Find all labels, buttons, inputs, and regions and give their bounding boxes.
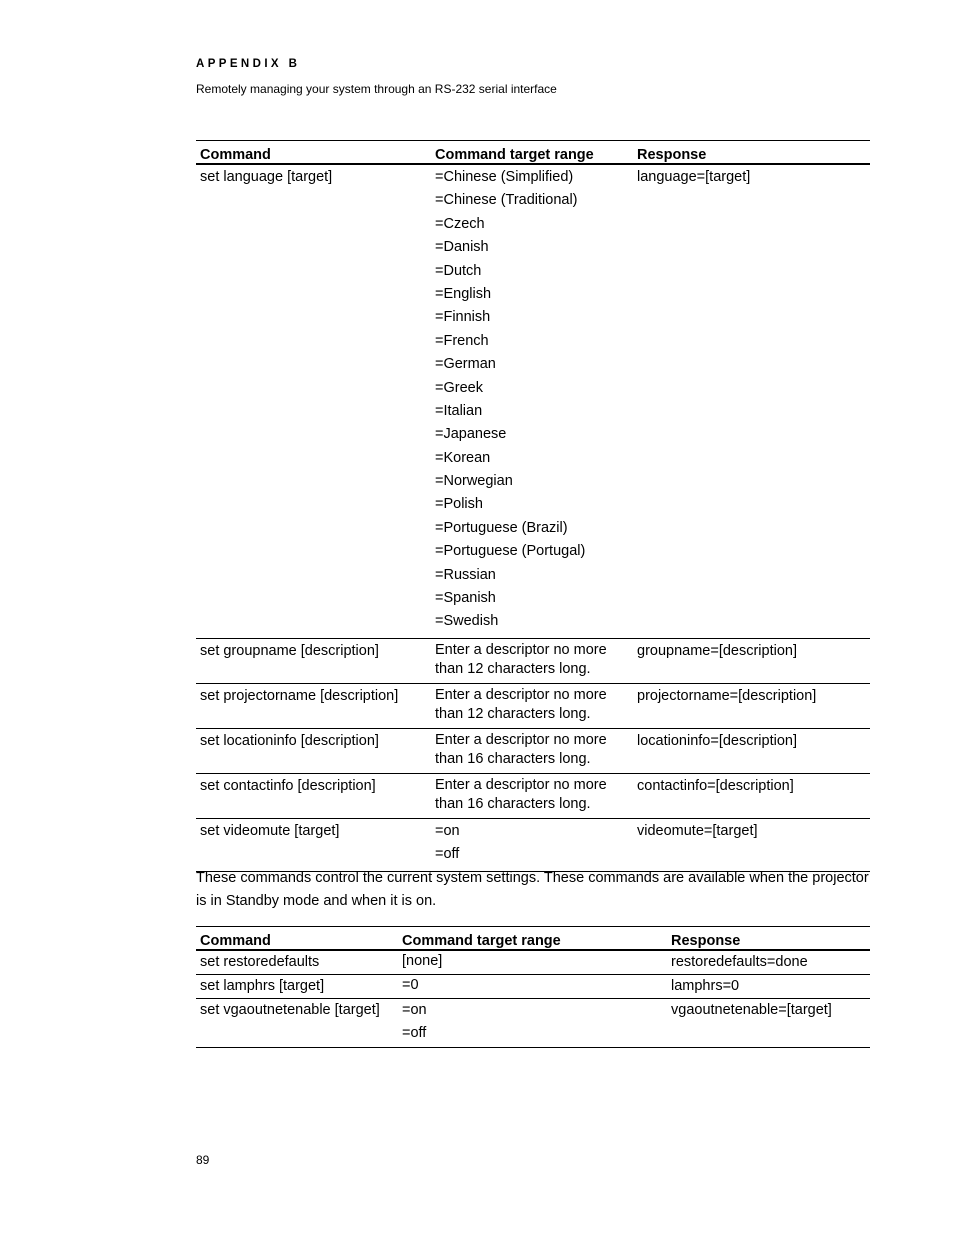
response-cell: locationinfo=[description]	[633, 728, 870, 773]
system-settings-table	[196, 926, 870, 1048]
range-value: =off	[435, 846, 460, 863]
column-header-range: Command target range	[398, 927, 667, 951]
range-cell	[431, 728, 633, 773]
response-cell: projectorname=[description]	[633, 683, 870, 728]
table-row	[196, 164, 870, 638]
range-value: =on	[402, 1002, 427, 1018]
command-cell: set language [target]	[196, 164, 431, 638]
appendix-label: APPENDIX B	[196, 58, 301, 70]
range-value: Enter a descriptor no more than 12 characters long.	[435, 686, 607, 723]
range-value: =Polish	[435, 496, 483, 513]
range-value: =Chinese (Simplified)	[435, 169, 574, 185]
range-value: Enter a descriptor no more than 12 characters long.	[435, 641, 607, 678]
range-value: =Danish	[435, 239, 489, 256]
table-row	[196, 950, 870, 975]
table-row	[196, 818, 870, 871]
description-paragraph: These commands control the current system settings. These commands are available when the projector is in Standby mode and when it is on.	[196, 870, 869, 909]
table-row	[196, 773, 870, 818]
command-cell: set locationinfo [description]	[196, 728, 431, 773]
table-row	[196, 728, 870, 773]
range-value: =Japanese	[435, 426, 507, 443]
table-row	[196, 999, 870, 1048]
range-value: =Portuguese (Portugal)	[435, 543, 586, 560]
table-row	[196, 975, 870, 999]
page-number: 89	[196, 1153, 210, 1167]
column-header-range: Command target range	[431, 141, 633, 165]
range-value: =0	[402, 977, 419, 993]
response-cell: restoredefaults=done	[667, 950, 870, 975]
range-value: =Spanish	[435, 590, 496, 607]
range-value: =German	[435, 356, 496, 373]
response-cell: lamphrs=0	[667, 975, 870, 999]
range-value: =Chinese (Traditional)	[435, 192, 578, 209]
range-value: =Swedish	[435, 613, 499, 630]
range-value: =on	[435, 822, 460, 839]
range-cell	[398, 975, 667, 999]
range-value: =Finnish	[435, 309, 491, 326]
range-value: [none]	[402, 953, 443, 969]
page-subtitle: Remotely managing your system through an RS-232 serial interface	[196, 82, 557, 96]
language-settings-table	[196, 140, 870, 872]
range-value: =Italian	[435, 402, 483, 419]
range-value: =Korean	[435, 449, 491, 466]
range-cell	[398, 999, 667, 1048]
command-cell: set groupname [description]	[196, 638, 431, 683]
table-row	[196, 683, 870, 728]
range-value: =Czech	[435, 215, 485, 232]
range-value: =Dutch	[435, 262, 482, 279]
range-cell	[431, 773, 633, 818]
column-header-command: Command	[196, 141, 431, 165]
range-cell	[431, 818, 633, 871]
range-value: =French	[435, 332, 489, 349]
response-cell: groupname=[description]	[633, 638, 870, 683]
range-value: Enter a descriptor no more than 16 characters long.	[435, 776, 607, 813]
table-row	[196, 638, 870, 683]
response-cell: videomute=[target]	[633, 818, 870, 871]
range-cell	[431, 638, 633, 683]
column-header-response: Response	[633, 141, 870, 165]
range-value: =Greek	[435, 379, 483, 396]
range-value: =English	[435, 285, 492, 302]
command-cell: set videomute [target]	[196, 818, 431, 871]
range-value: =Portuguese (Brazil)	[435, 519, 568, 536]
command-cell: set contactinfo [description]	[196, 773, 431, 818]
range-cell	[398, 950, 667, 975]
range-value: =Russian	[435, 566, 496, 583]
range-value: =Norwegian	[435, 473, 513, 490]
command-cell: set projectorname [description]	[196, 683, 431, 728]
response-cell: contactinfo=[description]	[633, 773, 870, 818]
command-cell: set restoredefaults	[196, 950, 398, 975]
range-cell	[431, 164, 633, 638]
column-header-response: Response	[667, 927, 870, 951]
range-cell	[431, 683, 633, 728]
command-cell: set lamphrs [target]	[196, 975, 398, 999]
response-cell: language=[target]	[633, 164, 870, 638]
range-value: =off	[402, 1024, 427, 1041]
column-header-command: Command	[196, 927, 398, 951]
command-cell: set vgaoutnetenable [target]	[196, 999, 398, 1048]
range-value: Enter a descriptor no more than 16 characters long.	[435, 731, 607, 768]
response-cell: vgaoutnetenable=[target]	[667, 999, 870, 1048]
